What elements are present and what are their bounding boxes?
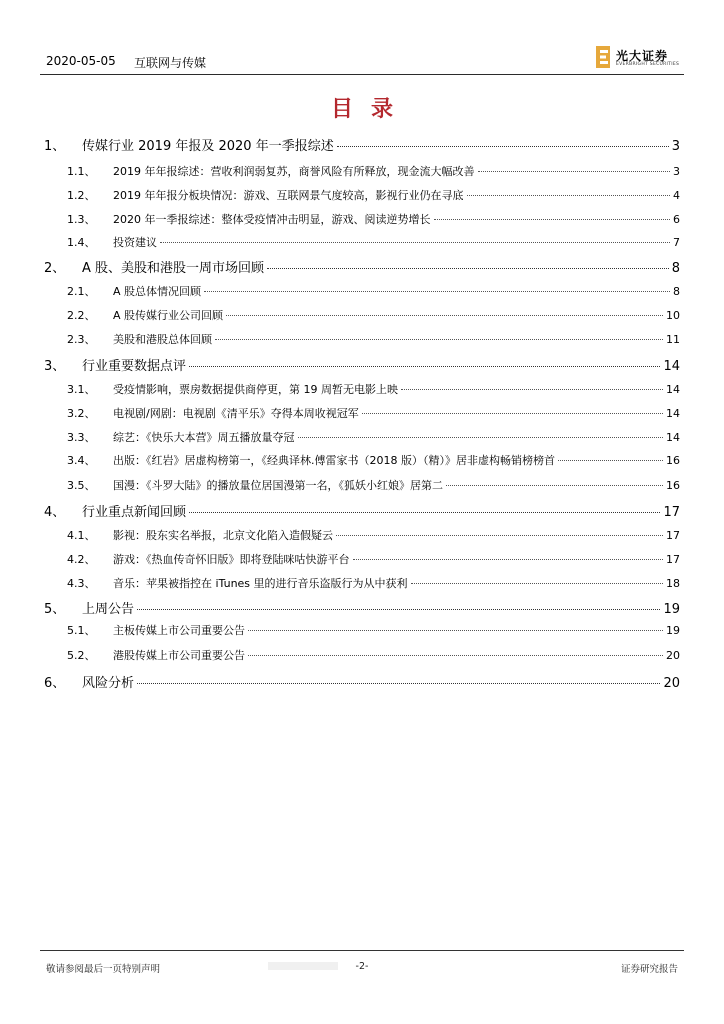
- toc-entry-title: 美股和港股总体回顾: [113, 333, 212, 346]
- toc-entry-title: A 股传媒行业公司回顾: [113, 309, 224, 322]
- toc-entry-title: 主板传媒上市公司重要公告: [113, 624, 245, 637]
- toc-dot-leader: [137, 609, 660, 610]
- toc-section-entry[interactable]: [40, 452, 684, 468]
- toc-dot-leader: [478, 171, 671, 172]
- toc-entry-title: 受疫情影响，票房数据提供商停更，第 19 周暂无电影上映: [113, 383, 398, 396]
- toc-section-entry[interactable]: [40, 307, 684, 323]
- toc-entry-title: 风险分析: [82, 676, 135, 691]
- footer-report-type: 证券研究报告: [620, 964, 678, 975]
- toc-entry-page: 3: [671, 139, 680, 154]
- toc-entry-title: 传媒行业 2019 年报及 2020 年一季报综述: [82, 139, 334, 154]
- toc-section-entry[interactable]: [40, 331, 684, 347]
- toc-entry-number: 3、: [44, 359, 66, 374]
- toc-section-entry[interactable]: [40, 381, 684, 397]
- toc-entry-page: 20: [663, 676, 680, 691]
- toc-entry-title: 行业重点新闻回顾: [82, 505, 187, 520]
- toc-chapter-entry[interactable]: [40, 257, 684, 276]
- toc-entry-page: 17: [663, 505, 680, 520]
- toc-entry-page: 7: [673, 236, 680, 249]
- toc-entry-page: 3: [673, 165, 680, 178]
- toc-entry-title: 上周公告: [82, 602, 135, 617]
- toc-dot-leader: [362, 413, 663, 414]
- toc-dot-leader: [189, 512, 660, 513]
- industry-label: 互联网与传媒: [134, 56, 207, 70]
- logo-english-name: EVERBRIGHT SECURITIES: [616, 62, 680, 67]
- toc-entry-number: 1.2、: [67, 189, 96, 202]
- toc-entry-number: 2.2、: [67, 309, 96, 322]
- toc-entry-number: 3.2、: [67, 407, 96, 420]
- toc-entry-number: 1、: [44, 139, 66, 154]
- toc-chapter-entry[interactable]: [40, 672, 684, 691]
- toc-entry-number: 6、: [44, 676, 66, 691]
- toc-entry-number: 5、: [44, 602, 66, 617]
- toc-section-entry[interactable]: [40, 405, 684, 421]
- toc-dot-leader: [434, 219, 671, 220]
- toc-dot-leader: [337, 146, 669, 147]
- toc-dot-leader: [558, 460, 663, 461]
- toc-dot-leader: [446, 485, 663, 486]
- toc-entry-page: 8: [673, 285, 680, 298]
- footer-divider: [40, 950, 684, 951]
- toc-title: 目录: [330, 96, 411, 122]
- logo-chinese-name: 光大证券: [616, 49, 669, 63]
- toc-entry-page: 19: [666, 624, 680, 637]
- toc-section-entry[interactable]: [40, 575, 684, 591]
- toc-entry-number: 2.1、: [67, 285, 96, 298]
- toc-entry-page: 19: [663, 602, 680, 617]
- footer-page-number: -2-: [355, 961, 369, 972]
- toc-section-entry[interactable]: [40, 163, 684, 179]
- toc-entry-title: 影视：股东实名举报，北京文化陷入造假疑云: [113, 529, 333, 542]
- header-divider: [40, 74, 684, 75]
- toc-dot-leader: [353, 559, 664, 560]
- toc-entry-title: 游戏：《热血传奇怀旧版》即将登陆咪咕快游平台: [113, 553, 350, 566]
- toc-section-entry[interactable]: [40, 234, 684, 250]
- toc-entry-page: 18: [666, 577, 680, 590]
- toc-dot-leader: [248, 655, 663, 656]
- toc-chapter-entry[interactable]: [40, 501, 684, 520]
- toc-entry-title: 2020 年一季报综述：整体受疫情冲击明显，游戏、阅读逆势增长: [113, 213, 431, 226]
- toc-entry-title: 综艺：《快乐大本营》周五播放量夺冠: [113, 431, 295, 444]
- toc-entry-title: A 股、美股和港股一周市场回顾: [82, 261, 265, 276]
- toc-entry-page: 17: [666, 553, 680, 566]
- toc-dot-leader: [189, 366, 660, 367]
- toc-section-entry[interactable]: [40, 211, 684, 227]
- everbright-logo: [596, 46, 684, 72]
- toc-entry-number: 1.4、: [67, 236, 96, 249]
- toc-entry-page: 16: [666, 479, 680, 492]
- toc-entry-page: 4: [673, 189, 680, 202]
- toc-section-entry[interactable]: [40, 187, 684, 203]
- toc-entry-number: 3.3、: [67, 431, 96, 444]
- toc-entry-title: 投资建议: [113, 236, 157, 249]
- toc-entry-number: 5.2、: [67, 649, 96, 662]
- toc-dot-leader: [137, 683, 660, 684]
- toc-section-entry[interactable]: [40, 647, 684, 663]
- toc-entry-title: A 股总体情况回顾: [113, 285, 202, 298]
- toc-entry-page: 14: [666, 431, 680, 444]
- toc-entry-page: 17: [666, 529, 680, 542]
- page-header: [40, 40, 684, 74]
- toc-section-entry[interactable]: [40, 283, 684, 299]
- toc-entry-page: 11: [666, 333, 680, 346]
- toc-entry-page: 16: [666, 454, 680, 467]
- toc-entry-number: 1.1、: [67, 165, 96, 178]
- toc-entry-title: 行业重要数据点评: [82, 359, 187, 374]
- toc-entry-number: 1.3、: [67, 213, 96, 226]
- toc-dot-leader: [204, 291, 670, 292]
- toc-section-entry[interactable]: [40, 477, 684, 493]
- toc-entry-page: 14: [666, 407, 680, 420]
- toc-dot-leader: [248, 630, 663, 631]
- toc-entry-title: 2019 年年报分板块情况：游戏、互联网景气度较高，影视行业仍在寻底: [113, 189, 464, 202]
- toc-dot-leader: [401, 389, 663, 390]
- toc-entry-title: 出版：《红岩》居虚构榜第一，《经典译林.傅雷家书（2018 版）（精）》居非虚构畅销榜榜首: [113, 454, 555, 467]
- everbright-logo-icon: [596, 46, 610, 68]
- toc-entry-number: 4.1、: [67, 529, 96, 542]
- toc-entry-number: 3.1、: [67, 383, 96, 396]
- toc-chapter-entry[interactable]: [40, 598, 684, 617]
- toc-entry-number: 2.3、: [67, 333, 96, 346]
- toc-entry-title: 国漫：《斗罗大陆》的播放量位居国漫第一名，《狐妖小红娘》居第二: [113, 479, 443, 492]
- toc-chapter-entry[interactable]: [40, 355, 684, 374]
- toc-dot-leader: [215, 339, 663, 340]
- toc-entry-page: 8: [671, 261, 680, 276]
- toc-entry-number: 5.1、: [67, 624, 96, 637]
- toc-entry-number: 4、: [44, 505, 66, 520]
- toc-dot-leader: [411, 583, 663, 584]
- toc-entry-title: 电视剧/网剧：电视剧《清平乐》夺得本周收视冠军: [113, 407, 359, 420]
- toc-entry-number: 3.4、: [67, 454, 96, 467]
- toc-entry-page: 10: [666, 309, 680, 322]
- toc-dot-leader: [467, 195, 671, 196]
- toc-dot-leader: [160, 242, 670, 243]
- footer-disclaimer: 敬请参阅最后一页特别声明: [46, 964, 161, 975]
- toc-entry-number: 2、: [44, 261, 66, 276]
- toc-entry-title: 港股传媒上市公司重要公告: [113, 649, 245, 662]
- toc-entry-title: 音乐：苹果被指控在 iTunes 里的进行音乐盗版行为从中获利: [113, 577, 408, 590]
- toc-entry-page: 20: [666, 649, 680, 662]
- toc-chapter-entry[interactable]: [40, 135, 684, 154]
- report-date: 2020-05-05: [46, 54, 116, 68]
- toc-entry-number: 3.5、: [67, 479, 96, 492]
- toc-section-entry[interactable]: [40, 527, 684, 543]
- toc-dot-leader: [267, 268, 669, 269]
- toc-section-entry[interactable]: [40, 551, 684, 567]
- toc-entry-number: 4.3、: [67, 577, 96, 590]
- toc-entry-page: 14: [663, 359, 680, 374]
- toc-entry-page: 6: [673, 213, 680, 226]
- toc-dot-leader: [226, 315, 663, 316]
- toc-section-entry[interactable]: [40, 429, 684, 445]
- toc-dot-leader: [336, 535, 663, 536]
- toc-section-entry[interactable]: [40, 622, 684, 638]
- toc-entry-page: 14: [666, 383, 680, 396]
- toc-entry-number: 4.2、: [67, 553, 96, 566]
- toc-entry-title: 2019 年年报综述：营收利润弱复苏，商誉风险有所释放，现金流大幅改善: [113, 165, 475, 178]
- toc-dot-leader: [298, 437, 664, 438]
